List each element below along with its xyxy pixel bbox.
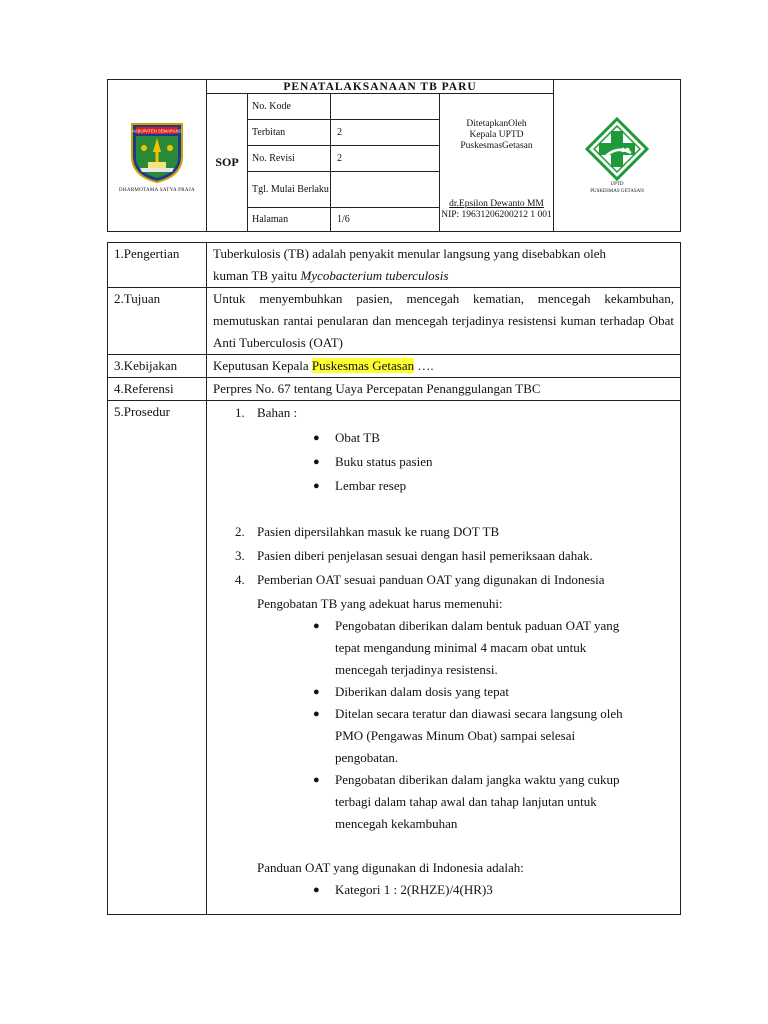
section-body-referensi: Perpres No. 67 tentang Uaya Percepatan Penanggulangan TBC	[207, 378, 681, 401]
section-label-prosedur: 5.Prosedur	[108, 401, 207, 915]
sop-content-table	[107, 242, 681, 915]
list-item: ● Obat TB	[313, 430, 380, 445]
kebijakan-suffix: ….	[414, 358, 434, 373]
field-value-terbitan: 2	[331, 120, 440, 146]
syarat-list	[213, 615, 674, 835]
row-kebijakan	[108, 355, 681, 378]
step-2: 2. Pasien dipersilahkan masuk ke ruang DOT TB	[235, 524, 500, 539]
section-label-tujuan: 2.Tujuan	[108, 288, 207, 355]
section-body-kebijakan	[207, 355, 681, 378]
kabupaten-semarang-emblem-icon	[128, 118, 186, 184]
section-body-pengertian	[207, 243, 681, 288]
authority-nip: NIP: 19631206200212 1 001	[441, 210, 552, 220]
kebijakan-highlight: Puskesmas Getasan	[311, 358, 415, 373]
list-item: ● Diberikan dalam dosis yang tepat	[313, 684, 510, 699]
authority-name: dr.Epsilon Dewanto MM	[449, 199, 544, 209]
list-item: ● Buku status pasien	[313, 454, 433, 469]
row-tujuan	[108, 288, 681, 355]
section-body-tujuan: Untuk menyembuhkan pasien, mencegah kematian, mencegah kekambuhan, memutuskan rantai penularan dan mencegah terjadinya resistensi kuman terhadap Obat Anti Tuberculosis (OAT)	[207, 288, 681, 355]
list-item: ● Ditelan secara teratur dan diawasi secara langsung oleh PMO (Pengawas Minum Obat) sampai selesai pengobatan.	[313, 706, 623, 765]
list-item: ● Pengobatan diberikan dalam bentuk paduan OAT yang tepat mengandung minimal 4 macam obat untuk mencegah terjadinya resistensi.	[313, 618, 620, 677]
section-label-referensi: 4.Referensi	[108, 378, 207, 401]
kategori-list	[213, 879, 674, 901]
row-pengertian	[108, 243, 681, 288]
step-4-subheading: Pengobatan TB yang adekuat harus memenuhi:	[257, 596, 503, 611]
field-value-revisi: 2	[331, 146, 440, 172]
field-value-kode	[331, 94, 440, 120]
svg-text:KABUPATEN SEMARANG: KABUPATEN SEMARANG	[132, 128, 182, 134]
field-label-halaman: Halaman	[248, 208, 331, 232]
field-label-terbitan: Terbitan	[248, 120, 331, 146]
section-label-kebijakan: 3.Kebijakan	[108, 355, 207, 378]
field-label-tgl: Tgl. Mulai Berlaku	[248, 172, 331, 208]
list-item: ● Lembar resep	[313, 478, 407, 493]
bahan-list	[213, 426, 674, 498]
regency-motto: DHARMOTAMA SATYA PRAJA	[119, 188, 195, 193]
field-value-tgl	[331, 172, 440, 208]
pengertian-line2: kuman TB yaitu	[213, 268, 301, 283]
row-referensi	[108, 378, 681, 401]
authority-line1: DitetapkanOleh	[466, 119, 527, 130]
puskesmas-caption-line2: PUSKESMAS GETASAN	[590, 188, 644, 194]
field-value-halaman: 1/6	[331, 208, 440, 232]
puskesmas-logo-icon	[585, 117, 649, 181]
panduan-intro: Panduan OAT yang digunakan di Indonesia adalah:	[257, 860, 524, 875]
kebijakan-prefix: Keputusan Kepala	[213, 358, 312, 373]
puskesmas-caption-line1: UPTD	[610, 181, 624, 187]
regency-logo-cell	[108, 80, 207, 232]
pengertian-organism: Mycobacterium tuberculosis	[300, 268, 449, 283]
sop-header-table	[107, 79, 681, 232]
list-item: ● Kategori 1 : 2(RHZE)/4(HR)3	[313, 882, 493, 897]
authority-line3: PuskesmasGetasan	[460, 141, 533, 152]
field-label-kode: No. Kode	[248, 94, 331, 120]
section-label-pengertian: 1.Pengertian	[108, 243, 207, 288]
authority-block	[440, 94, 554, 232]
step-1: 1. Bahan :	[235, 405, 298, 420]
field-label-revisi: No. Revisi	[248, 146, 331, 172]
row-prosedur	[108, 401, 681, 915]
step-4: 4. Pemberian OAT sesuai panduan OAT yang digunakan di Indonesia	[235, 572, 605, 587]
puskesmas-logo-cell	[554, 80, 681, 232]
pengertian-line1: Tuberkulosis (TB) adalah penyakit menular langsung yang disebabkan oleh	[213, 246, 607, 261]
authority-line2: Kepala UPTD	[469, 130, 524, 141]
step-3: 3. Pasien diberi penjelasan sesuai dengan hasil pemeriksaan dahak.	[235, 548, 593, 563]
document-title: PENATALAKSANAAN TB PARU	[207, 80, 554, 94]
sop-label: SOP	[207, 94, 248, 232]
section-body-prosedur	[207, 401, 681, 915]
list-item: ● Pengobatan diberikan dalam jangka waktu yang cukup terbagi dalam tahap awal dan tahap lanjutan untuk mencegah kekambuhan	[313, 772, 620, 831]
